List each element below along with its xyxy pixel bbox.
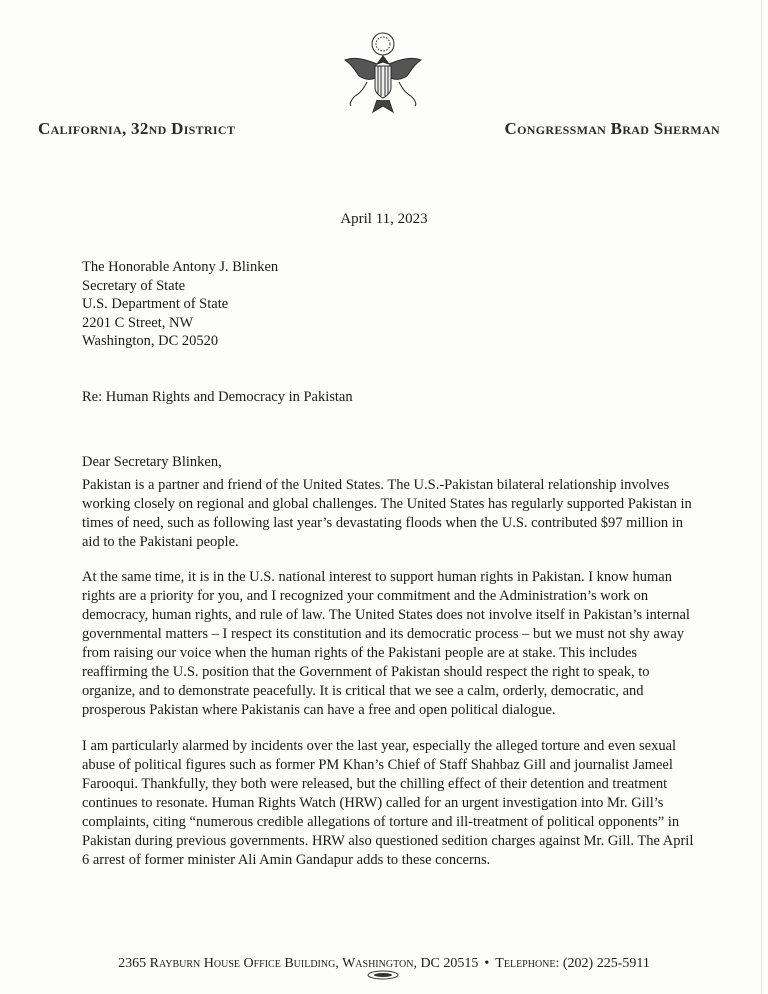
eagle-seal-icon [337, 30, 429, 122]
body-paragraph: I am particularly alarmed by incidents over the last year, especially the alleged torture and even sexual abuse of political figures such as former PM Khan’s Chief of Staff Shahbaz Gill and journalist Jameel Farooqui. Thankfully, they both were released, but the chilling effect of their detention and treatment continues to resonate. Human Rights Watch (HRW) called for an urgent investigation into Mr. Gill’s complaints, citing “numerous credible allegations of torture and ill-treatment of political opponents” in Pakistan during previous governments. HRW also questioned sedition charges against Mr. Gill. The April 6 arrest of former minister Ali Amin Gandapur adds to these concerns. [82, 738, 694, 868]
separator-bullet: • [484, 956, 490, 971]
recipient-line: The Honorable Antony J. Blinken [82, 259, 279, 275]
page-edge [761, 0, 762, 994]
salutation: Dear Secretary Blinken, [82, 454, 222, 470]
recipient-address [82, 258, 278, 351]
union-bug-icon [366, 970, 400, 980]
congressman-heading: Congressman Brad Sherman [504, 119, 720, 138]
letter-date: April 11, 2023 [340, 211, 428, 227]
body-paragraph: At the same time, it is in the U.S. national interest to support human rights in Pakistan. I know human rights are a priority for you, and I recognized your commitment and the Administration’s work on democracy, human rights, and rule of law. The United States does not involve itself in Pakistan’s internal governmental matters – I respect its constitution and its democratic process – but we must not shy away from raising our voice when the human rights of the Pakistani people are at stake. This includes reaffirming the U.S. position that the Government of Pakistan should respect the right to speak, to organize, and to demonstrate peacefully. It is critical that we see a calm, orderly, democratic, and prosperous Pakistan where Pakistanis can have a free and open political dialogue. [82, 569, 690, 718]
office-address: 2365 Rayburn House Office Building, Washington, DC 20515 [118, 956, 479, 971]
district-heading: California, 32nd District [38, 119, 236, 138]
office-telephone: Telephone: (202) 225-5911 [495, 956, 650, 971]
recipient-line: Secretary of State [82, 277, 186, 294]
recipient-line: U.S. Department of State [82, 296, 229, 312]
body-paragraph: Pakistan is a partner and friend of the United States. The U.S.-Pakistan bilateral relationship involves working closely on regional and global challenges. The United States has regularly supported Pakistan in times of need, such as following last year’s devastating floods when the U.S. contributed $97 million in aid to the Pakistani people. [82, 477, 692, 550]
subject-line: Re: Human Rights and Democracy in Pakistan [82, 389, 353, 405]
recipient-line: 2201 C Street, NW [82, 314, 194, 331]
recipient-line: Washington, DC 20520 [82, 333, 219, 349]
